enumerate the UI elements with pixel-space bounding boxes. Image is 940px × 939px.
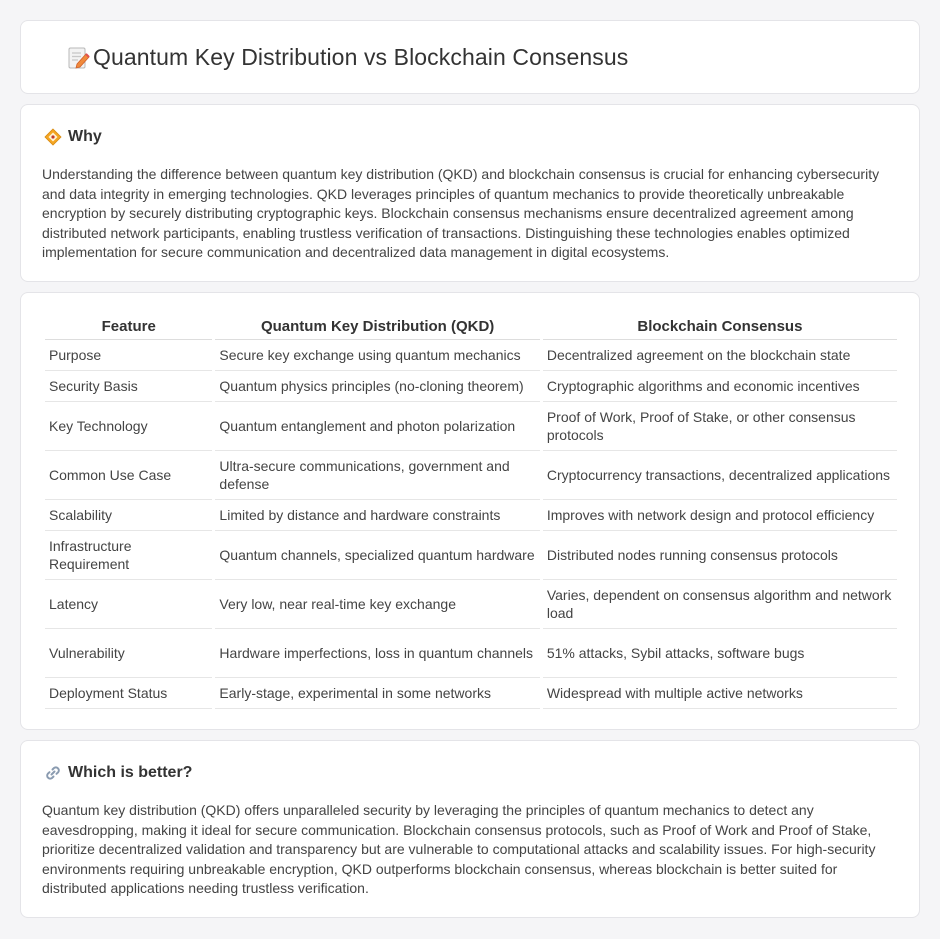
header-feature: Feature bbox=[45, 314, 212, 340]
better-heading-row bbox=[43, 763, 192, 783]
row-feature: Infrastructure Requirement bbox=[45, 531, 212, 580]
table-row bbox=[45, 580, 897, 629]
title-card bbox=[20, 20, 920, 94]
row-qkd: Limited by distance and hardware constraints bbox=[215, 500, 539, 531]
row-qkd: Ultra-secure communications, government and defense bbox=[215, 451, 539, 500]
row-feature: Latency bbox=[45, 580, 212, 629]
header-blockchain: Blockchain Consensus bbox=[543, 314, 897, 340]
row-qkd: Secure key exchange using quantum mechanics bbox=[215, 340, 539, 371]
table-row bbox=[45, 678, 897, 709]
table-row bbox=[45, 629, 897, 678]
row-blockchain: Proof of Work, Proof of Stake, or other consensus protocols bbox=[543, 402, 897, 451]
row-qkd: Early-stage, experimental in some networks bbox=[215, 678, 539, 709]
row-blockchain: Distributed nodes running consensus protocols bbox=[543, 531, 897, 580]
row-blockchain: Improves with network design and protocol efficiency bbox=[543, 500, 897, 531]
better-text: Quantum key distribution (QKD) offers unparalleled security by leveraging the principles of quantum mechanics to detect any eavesdropping, making it ideal for secure communication. Blockchain consensus protocols, such as Proof of Work and Proof of Stake, prioritize decentralized validation and transparency but are vulnerable to computational attacks and scalability issues. For high-security environments requiring unbreakable encryption, QKD outperforms blockchain consensus, whereas blockchain is better suited for distributed applications needing trustless verification. bbox=[42, 802, 876, 897]
row-blockchain: Varies, dependent on consensus algorithm and network load bbox=[543, 580, 897, 629]
row-qkd: Quantum channels, specialized quantum hardware bbox=[215, 531, 539, 580]
table-row bbox=[45, 371, 897, 402]
row-blockchain: Cryptocurrency transactions, decentralized applications bbox=[543, 451, 897, 500]
row-feature: Key Technology bbox=[45, 402, 212, 451]
why-heading-row bbox=[43, 127, 102, 147]
why-heading: Why bbox=[68, 128, 102, 145]
header-qkd: Quantum Key Distribution (QKD) bbox=[215, 314, 539, 340]
row-blockchain: 51% attacks, Sybil attacks, software bugs bbox=[543, 629, 897, 678]
row-blockchain: Decentralized agreement on the blockchain state bbox=[543, 340, 897, 371]
why-section bbox=[20, 104, 920, 282]
table-header-row bbox=[45, 314, 897, 340]
document-icon bbox=[65, 45, 93, 73]
table-row bbox=[45, 451, 897, 500]
row-feature: Deployment Status bbox=[45, 678, 212, 709]
row-feature: Scalability bbox=[45, 500, 212, 531]
table-row bbox=[45, 500, 897, 531]
comparison-table-card bbox=[20, 292, 920, 730]
row-qkd: Quantum physics principles (no-cloning theorem) bbox=[215, 371, 539, 402]
row-feature: Security Basis bbox=[45, 371, 212, 402]
table-row bbox=[45, 402, 897, 451]
why-text: Understanding the difference between quantum key distribution (QKD) and blockchain consensus is crucial for enhancing cybersecurity and data integrity in emerging technologies. QKD leverages principles of quantum mechanics to provide theoretically unbreakable encryption by securely distributing cryptographic keys. Blockchain consensus mechanisms ensure decentralized agreement among distributed network participants, enabling trustless verification of transactions. Distinguishing these technologies enables optimized implementation for secure communication and decentralized data management in digital ecosystems. bbox=[42, 166, 880, 261]
row-qkd: Hardware imperfections, loss in quantum channels bbox=[215, 629, 539, 678]
link-icon bbox=[43, 763, 63, 783]
row-blockchain: Cryptographic algorithms and economic incentives bbox=[543, 371, 897, 402]
table-row bbox=[45, 340, 897, 371]
page-title: Quantum Key Distribution vs Blockchain Consensus bbox=[93, 44, 629, 70]
table-row bbox=[45, 531, 897, 580]
better-heading: Which is better? bbox=[68, 764, 193, 781]
row-feature: Vulnerability bbox=[45, 629, 212, 678]
row-qkd: Very low, near real-time key exchange bbox=[215, 580, 539, 629]
row-feature: Purpose bbox=[45, 340, 212, 371]
row-feature: Common Use Case bbox=[45, 451, 212, 500]
better-section bbox=[20, 740, 920, 918]
row-qkd: Quantum entanglement and photon polarization bbox=[215, 402, 539, 451]
row-blockchain: Widespread with multiple active networks bbox=[543, 678, 897, 709]
diamond-icon bbox=[43, 127, 63, 147]
comparison-table bbox=[42, 314, 900, 709]
